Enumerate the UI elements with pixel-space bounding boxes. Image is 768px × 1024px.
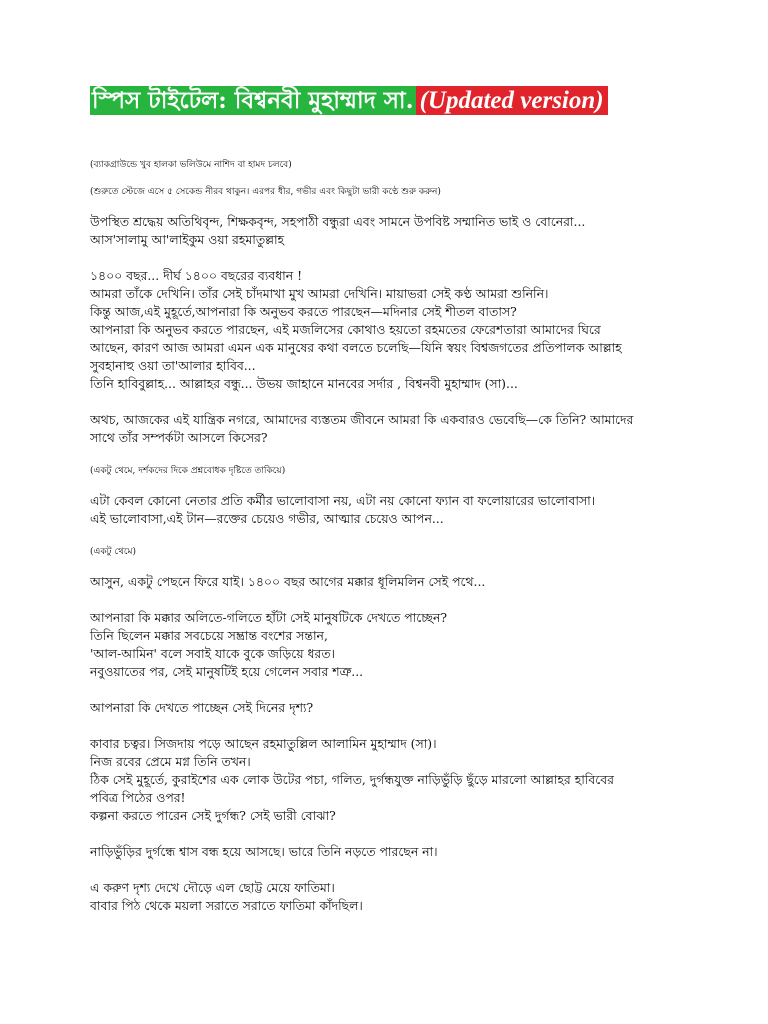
text-line: আছেন, কারণ আজ আমরা এমন এক মানুষের কথা বলতে চলেছি—যিনি স্বয়ং বিশ্বজগতের প্রতিপালক আল্লাহ [90, 340, 622, 355]
text-line: আপনারা কি অনুভব করতে পারছেন, এই মজলিসের কোথাও হয়তো রহমতের ফেরেশতারা আমাদের ঘিরে [90, 322, 601, 337]
text-line: এটা কেবল কোনো নেতার প্রতি কর্মীর ভালোবাসা নয়, এটা নয় কোনো ফ্যান বা ফলোয়ারের ভালোবাসা। [90, 493, 596, 508]
speech-title-bangla: স্পিস টাইটেল: বিশ্বনবী মুহাম্মাদ সা. [92, 87, 414, 114]
text-line: অথচ, আজকের এই যান্ত্রিক নগরে, আমাদের ব্যস্ততম জীবনে আমরা কি একবারও ভেবেছি—কে তিনি? আমাদের [90, 412, 634, 427]
text-line: নাড়িভুঁড়ির দুর্গন্ধে শ্বাস বন্ধ হয়ে আসছে। ভারে তিনি নড়তে পারছেন না। [90, 844, 438, 859]
text-line: আস'সালামু আ'লাইকুম ওয়া রহমাতুল্লাহ [90, 232, 285, 247]
stage-note-background: (ব্যাকগ্রাউন্ডে খুব হালকা ভলিউমে নাশিদ বা হামদ চলবে) [90, 160, 292, 170]
text-line: আমরা তাঁকে দেখিনি। তাঁর সেই চাঁদমাখা মুখ আমরা দেখিনি। মায়াভরা সেই কণ্ঠ আমরা শুনিনি। [90, 286, 549, 301]
text-line: তিনি ছিলেন মক্কার সবচেয়ে সম্ভ্রান্ত বংশের সন্তান, [90, 628, 328, 643]
text-line: এ করুণ দৃশ্য দেখে দৌড়ে এল ছোট্ট মেয়ে ফাতিমা। [90, 880, 335, 895]
paragraph-1400-years [90, 267, 728, 393]
text-line: সাথে তাঁর সম্পর্কটা আসলে কিসের? [90, 430, 268, 445]
paragraph-fatima [90, 879, 728, 915]
text-line: নবুওয়াতের পর, সেই মানুষটিই হয়ে গেলেন সবার শত্রু... [90, 664, 364, 679]
text-line: কল্পনা করতে পারেন সেই দুর্গন্ধ? সেই ভারী বোঝা? [90, 808, 336, 823]
text-line: উপস্থিত শ্রদ্ধেয় অতিথিবৃন্দ, শিক্ষকবৃন্দ, সহপাঠী বন্ধুরা এবং সামনে উপবিষ্ট সম্মানিত ভাই ও বোনেরা... [90, 214, 586, 229]
text-line: 'আল-আমিন' বলে সবাই যাকে বুকে জড়িয়ে ধরত। [90, 646, 335, 661]
paragraph-burden [90, 843, 728, 861]
stage-note-opening: (শুরুতে স্টেজে এসে ৫ সেকেন্ড নীরব থাকুন। এরপর ধীর, গভীর এবং কিছুটা ভারী কণ্ঠে শুরু করুন) [90, 187, 441, 197]
text-line: আপনারা কি মক্কার অলিতে-গলিতে হাঁটা সেই মানুষটিকে দেখতে পাচ্ছেন? [90, 610, 447, 625]
text-line: কিন্তু আজ,এই মুহূর্তে,আপনারা কি অনুভব করতে পারছেন—মদিনার সেই শীতল বাতাস? [90, 304, 517, 319]
speech-title [90, 86, 608, 116]
stage-note-pause-look: (একটু থেমে, দর্শকদের দিকে প্রশ্নবোধক দৃষ্টিতে তাকিয়ে) [90, 466, 286, 476]
paragraph-greeting [90, 213, 728, 249]
text-line: নিজ রবের প্রেমে মগ্ন তিনি তখন। [90, 754, 251, 769]
paragraph-love [90, 492, 728, 528]
text-line: এই ভালোবাসা,এই টান—রক্তের চেয়েও গভীর, আত্মার চেয়েও আপন... [90, 511, 444, 526]
text-line: সুবহানাহু ওয়া তা'আলার হাবিব... [90, 358, 256, 373]
text-line: কাবার চত্বর। সিজদায় পড়ে আছেন রহমাতুল্লিল আলামিন মুহাম্মাদ (সা)। [90, 736, 437, 751]
paragraph-kaaba [90, 735, 728, 825]
text-line: ঠিক সেই মুহূর্তে, কুরাইশের এক লোক উটের পচা, গলিত, দুর্গন্ধযুক্ত নাড়িভুঁড়ি ছুঁড়ে মারলো আল্লাহর হাবিবের [90, 772, 614, 787]
text-line: পবিত্র পিঠের ওপর! [90, 790, 186, 805]
text-line: ১৪০০ বছর... দীর্ঘ ১৪০০ বছরের ব্যবধান ! [90, 268, 303, 283]
stage-note-pause: (একটু থেমে) [90, 547, 137, 557]
paragraph-question [90, 411, 728, 447]
paragraph-scene-question [90, 699, 728, 717]
text-line: আপনারা কি দেখতে পাচ্ছেন সেই দিনের দৃশ্য? [90, 700, 314, 715]
speech-title-version: (Updated version) [416, 86, 608, 115]
text-line: আসুন, একটু পেছনে ফিরে যাই। ১৪০০ বছর আগের মক্কার ধূলিমলিন সেই পথে... [90, 574, 486, 589]
text-line: তিনি হাবিবুল্লাহ... আল্লাহর বন্ধু... উভয় জাহানে মানবের সর্দার , বিশ্বনবী মুহাম্মাদ (সা)... [90, 376, 518, 391]
paragraph-mecca [90, 609, 728, 681]
paragraph-go-back [90, 573, 728, 591]
text-line: বাবার পিঠ থেকে ময়লা সরাতে সরাতে ফাতিমা কাঁদছিল। [90, 898, 363, 913]
